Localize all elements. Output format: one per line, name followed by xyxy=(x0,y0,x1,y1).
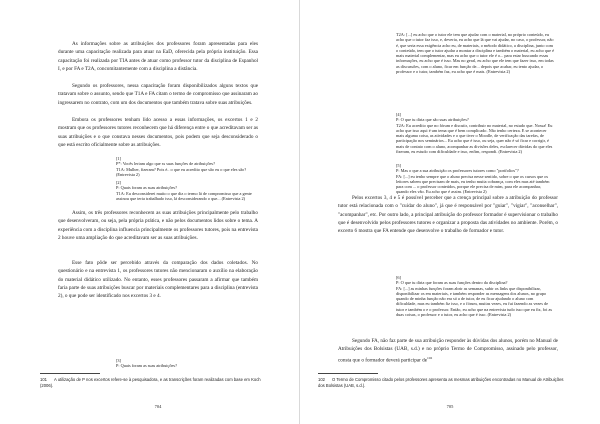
right-page xyxy=(300,0,600,424)
quote-line: P: Quais foram as suas atribuições? xyxy=(116,185,177,191)
quote-line: P: Mas o que a sua atribuição os professores tutores como "portfolios"? xyxy=(396,168,519,174)
quote-number: [3] xyxy=(116,358,122,363)
footnote-rule xyxy=(318,373,378,374)
left-paragraph-2: Segundo os professores, nessa capacitação foram disponibilizados alguns textos que tratavam sobre o assunto, sendo que T1A e FA citam o termo de compromisso que assinaram ao ingressarem no contrato, com um dos documentos que também tratava sobre suas atribuições. xyxy=(58,83,258,106)
quote-excerpt-1 xyxy=(116,156,258,177)
quote-number: [5] xyxy=(396,163,402,168)
right-paragraph-2-text: Segundo FA, não faz parte de sua atribuição responder às dúvidas dos alunos, porém no Manual de Atribuições dos Bolsistas (UAB, s.d.) e no próprio Termo de Compromisso, assinado pelo professor, consta que o formador deverá participar de xyxy=(338,338,558,364)
quote-excerpt-3-continued xyxy=(396,32,554,74)
quote-line: P: O que tu diria que são suas atribuições? xyxy=(396,117,469,123)
quote-excerpt-5 xyxy=(396,163,554,195)
page-number: 704 xyxy=(154,404,162,409)
page-number: 705 xyxy=(446,404,454,409)
quote-line: T2A: [...] eu acho que o tutor ele tem que ajudar com o material, no próprio conteúdo, eu acho que o tutor faz isso, e, deveria, eu acho que lá que vai ajudar, no caso, o professor, não é, que seria essa exigência acho eu, de materiais, o método didático, a disciplina, junto com o conteúdo, tem que o tutor ajudar a montar a disciplina e também o material, eu acho que é mais material complementar, mas eu acho que o tutor ele é o... para estar buscando essas informações, eu acho que é isso. Mas no geral, eu acho que ele tem que fazer isso, em todas as discussões, com o aluno, ficar em função de... depois que acabar, eu tento ajudar, o professor e o tutor, também faz, eu acho que é mais. (Entrevista 2) xyxy=(396,32,554,75)
left-paragraph-5: Esse fato pôde ser percebido através da comparação dos dados coletados. No questionário e na entrevista 1, os professores tutores não mencionaram o auxílio na elaboração do material didático utilizado. No entanto, esses professores passaram a afirmar que também faria parte de suas atribuições buscar por materiais complementares para a disciplina (entrevista 2), o que pode ser identificado nos excertos 3 e 4. xyxy=(58,260,258,300)
quote-excerpt-6 xyxy=(396,275,554,317)
quote-number: [4] xyxy=(396,112,402,117)
footnote-102 xyxy=(318,377,568,388)
quote-excerpt-2 xyxy=(116,180,258,201)
quote-line: FA: [...] eu tenho sempre que o aluno precisa nesse sentido, sobre o que os cursos que os leitores sabem que precisam de mais, eu tenho muita cobrança, com eles mas até também para com ... o professor conteúdos, porque ele precisa de mim, para ele acompanhar, quando eles vão. Eu acho que é assim. (Entrevista 2) xyxy=(396,173,550,195)
quote-number: [6] xyxy=(396,275,402,280)
footnote-101 xyxy=(40,377,262,388)
quote-line: P*: Vocês leriam algo que ss suas funções de atribuições? xyxy=(116,161,216,167)
quote-number: [2] xyxy=(116,180,122,185)
quote-excerpt-3 xyxy=(116,358,258,369)
quote-number: [1] xyxy=(116,156,122,161)
left-paragraph-1: As informações sobre as atribuições dos professores foram apresentadas para eles durante uma capacitação realizada para atuar na EaD, oferecida pela própria instituição. Essa capacitação foi realizada por TIA antes de atuar como professor tutor da disciplina de Espanhol I, e por FA e T2A, concomitantemente com a disciplina a distância. xyxy=(58,41,258,72)
quote-line: T1A: Mulher, fizeram? Pois é.. o que eu acredito que são eu o que eles são? xyxy=(116,166,247,172)
left-paragraph-4: Assim, os três professores reconhecem as suas atribuições principalmente pelo trabalho que desenvolveram, ou seja, pela própria prática, e não pelos documentos lidos sobre o tema. A experiência com a disciplina influencia principalmente os professores tutores, pois na entrevista 2 houve uma ampliação do que acreditavam ser as suas atribuições. xyxy=(58,210,258,241)
right-paragraph-2 xyxy=(338,337,558,365)
quote-line: P: Quais foram as suas atribuições? xyxy=(116,363,177,369)
left-paragraph-3: Embora os professores tenham lido acesso a essas informações, os excertos 1 e 2 mostram que os professores tutores reconhecem que há diferença entre o que acreditavam ser as suas atribuições e o que constava nesses documentos, pois podem que seja desconsiderado o que está escrito oficialmente sobre as atribuições. xyxy=(58,117,258,148)
quote-excerpt-4 xyxy=(396,112,554,154)
right-paragraph-1: Pelos excertos 3, 4 e 5 é possível perceber que a crença principal sobre a atribuição do professor tutor está relacionada com o "cuidar do aluno", já que é responsável por "guiar", "vigiar", "aconselhar", "acompanhar", etc. Por outro lado, a principal atribuição do professor formador é supervisionar o trabalho que é desenvolvido pelos professores tutores e organizar a proposta das atividades no ambiente. Porém, o excerto 6 mostra que FA entende que desenvolve o trabalho de formador e tutor. xyxy=(338,195,558,235)
footnote-text: O Termo de Compromisso citado pelos professores apresenta as mesmas atribuições encontradas no Manual de Atribuições dos Bolsistas (UAB, s.d.). xyxy=(318,377,564,388)
quote-line: FA: [...] as minhas funções foram abrir as semanas, subir os links que disponibilizar, disponibilizar os em materiais, e também responder as mensagens dos alunos, no grupo quando de minha função não era só a de tutor, de eu ficar ajudando o aluno com dificuldade, mas eu também fiz isso, e o fórum, muitas vezes, eu fui fazendo as vezes de tutor e também o e o professor. Então, eu acho que na entrevista tudo isso que eu fiz, foi as duas coisas, o professor e o tutor, eu acho que é isso. (Entrevista 2) xyxy=(396,285,553,318)
quote-line: (Entrevista 2) xyxy=(116,171,140,177)
footnote-number: 101 xyxy=(40,377,47,382)
footnote-text: A utilização de P nos excertos refere-se à pesquisadora, e as transcrições foram realizadas com base em Koch (2006). xyxy=(40,377,261,388)
footnote-number: 102 xyxy=(318,377,325,382)
quote-line: T2A: Eu acredito que no fórum e discutir, contribuir no material, no estudo que. Nossa! Eu acho que isso aqui é um tema que é bem complicado. Não tenho certeza. E se acontecer mais alguma coisa, as atividades e o que tiver o Moodle, de verificação das tarefas, de participação nos seminários... Eu acho que é isso, ou seja, quer não é só ficar e corrigir, é mais de contato com o aluno, acompanhar as divisões deles, esclarecer dúvidas do que eles fizeram, eu estudo com dificuldade e isso, enfim, respondi. (Entrevista 2) xyxy=(396,122,553,155)
footnote-ref-102: 102 xyxy=(427,355,433,360)
quote-line: T1A: Eu desconsiderei muito o que diz o termo lá de compromisso que a gente assinou que teria trabalhado isso, lá desconsiderando o que... (Entrevista 2) xyxy=(116,190,252,201)
quote-line: P: O que tu diria que foram as suas funções dentro da disciplina? xyxy=(396,280,508,286)
footnote-rule xyxy=(40,373,100,374)
